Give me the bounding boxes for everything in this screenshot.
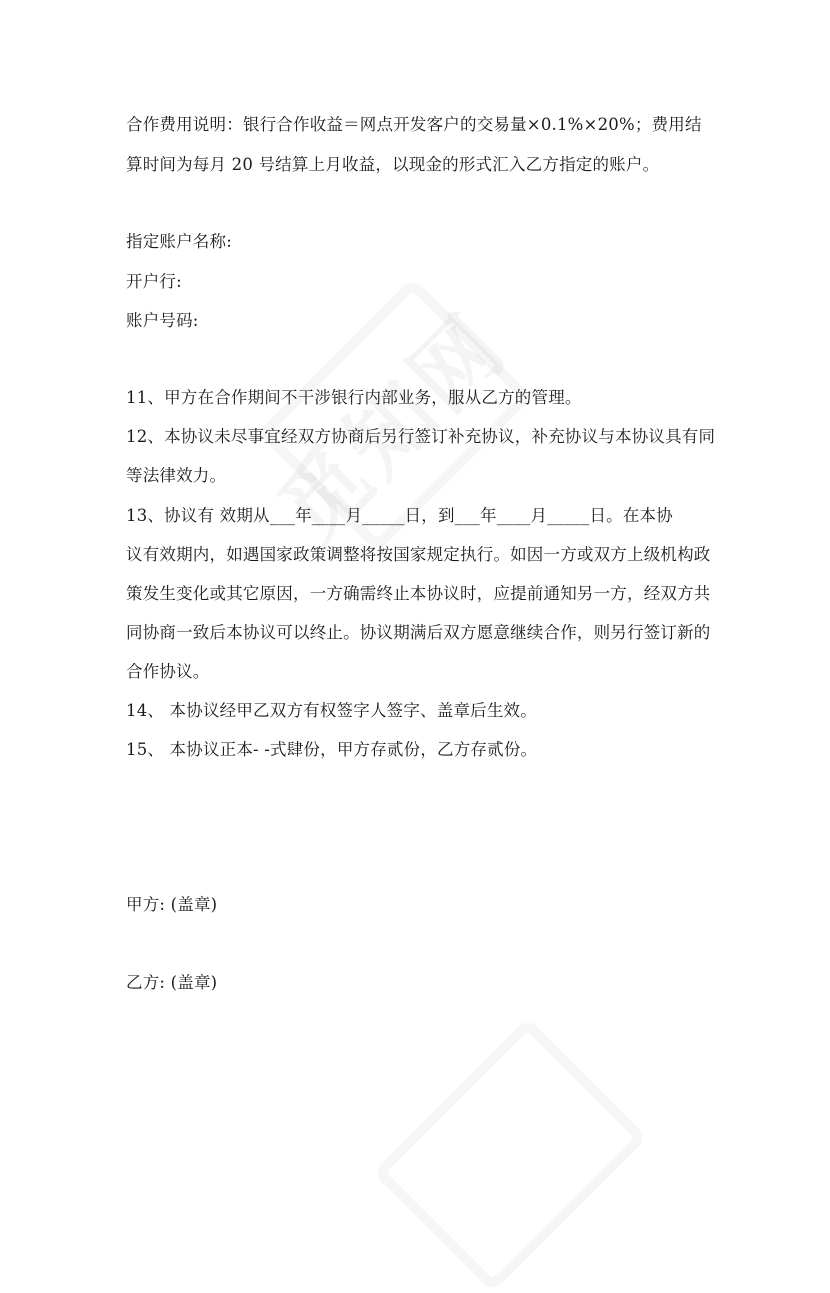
clause-13-line-4: 同协商一致后本协议可以终止。协议期满后双方愿意继续合作，则另行签订新的 <box>126 623 711 642</box>
clause-15: 15、 本协议正本- -式肆份，甲方存贰份，乙方存贰份。 <box>126 740 538 759</box>
clause-12-line-2: 等法律效力。 <box>126 466 227 485</box>
fee-description-line-1: 合作费用说明：银行合作收益＝网点开发客户的交易量×0.1%×20%；费用结 <box>126 115 702 134</box>
clause-13-line-5: 合作协议。 <box>126 662 210 681</box>
clause-14: 14、 本协议经甲乙双方有权签字人签字、盖章后生效。 <box>126 701 537 720</box>
watermark-frame-bottom <box>372 1017 648 1293</box>
clause-13-line-1: 13、协议有 效期从___年____月_____日，到___年____月_____日。在本协 <box>126 506 673 525</box>
clause-11: 11、甲方在合作期间不干涉银行内部业务，服从乙方的管理。 <box>126 388 582 407</box>
clause-13-line-2: 议有效期内，如遇国家政策调整将按国家规定执行。如因一方或双方上级机构政 <box>126 545 711 564</box>
account-number-label: 账户号码: <box>126 311 199 330</box>
party-b-signature: 乙方: (盖章) <box>126 973 218 992</box>
bank-label: 开户行: <box>126 272 182 291</box>
clause-13-line-3: 策发生变化或其它原因，一方确需终止本协议时，应提前通知另一方，经双方共 <box>126 584 711 603</box>
account-name-label: 指定账户名称: <box>126 232 232 251</box>
party-a-signature: 甲方: (盖章) <box>126 895 218 914</box>
clause-12-line-1: 12、本协议未尽事宜经双方协商后另行签订补充协议，补充协议与本协议具有同 <box>126 427 716 446</box>
fee-description-line-2: 算时间为每月 20 号结算上月收益，以现金的形式汇入乙方指定的账户。 <box>126 155 660 174</box>
